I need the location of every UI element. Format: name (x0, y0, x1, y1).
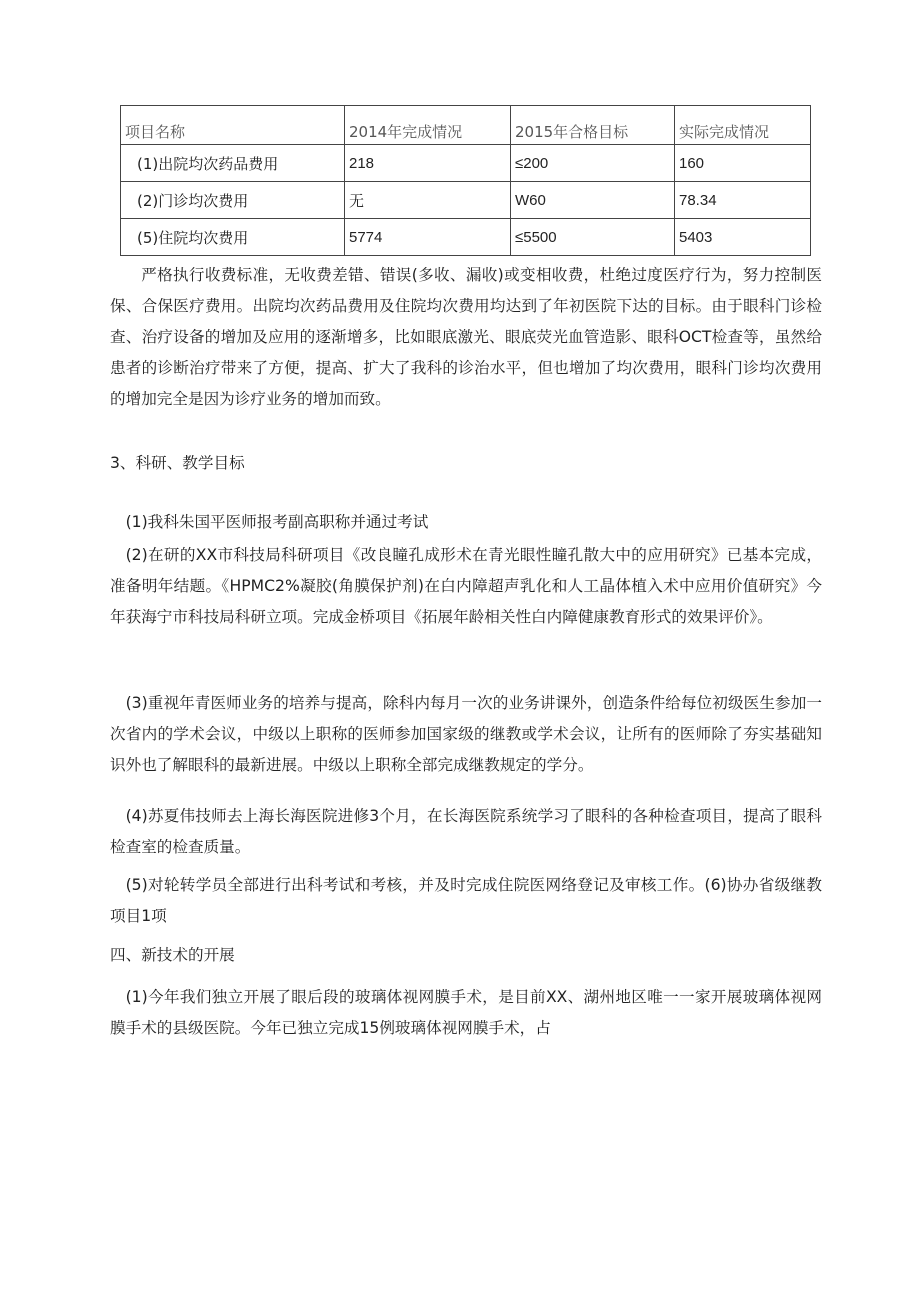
section-heading-new-tech: 四、新技术的开展 (110, 946, 235, 964)
table-cell: W60 (511, 182, 675, 219)
header-2014: 2014年完成情况 (345, 106, 511, 145)
table-cell: 5774 (345, 219, 511, 256)
table-cell: 5403 (675, 219, 811, 256)
table-cell: ≤5500 (511, 219, 675, 256)
paragraph-new-tech-1: (1)今年我们独立开展了眼后段的玻璃体视网膜手术，是目前XX、湖州地区唯一一家开展玻璃体视网膜手术的县级医院。今年已独立完成15例玻璃体视网膜手术，占 (110, 988, 822, 1037)
table-cell: ≤200 (511, 145, 675, 182)
paragraph-item-1: (1)我科朱国平医师报考副高职称并通过考试 (125, 513, 429, 531)
paragraph-billing: 严格执行收费标准，无收费差错、错误(多收、漏收)或变相收费，杜绝过度医疗行为，努力控制医保、合保医疗费用。出院均次药品费用及住院均次费用均达到了年初医院下达的目标。由于眼科门诊检查、治疗设备的增加及应用的逐渐增多，比如眼底激光、眼底荧光血管造影、眼科OCT检查等，虽然给患者的诊断治疗带来了方便，提高、扩大了我科的诊治水平，但也增加了均次费用，眼科门诊均次费用的增加完全是因为诊疗业务的增加而致。 (110, 266, 822, 408)
paragraph-item-4: (4)苏夏伟技师去上海长海医院进修3个月，在长海医院系统学习了眼科的各种检查项目，提高了眼科检查室的检查质量。 (110, 807, 822, 856)
table-cell: 78.34 (675, 182, 811, 219)
table-cell: (5)住院均次费用 (121, 219, 345, 256)
header-item-name: 项目名称 (121, 106, 345, 145)
table-header-row (121, 106, 811, 145)
table-row (121, 145, 811, 182)
table-row (121, 219, 811, 256)
paragraph-item-2: (2)在研的XX市科技局科研项目《改良瞳孔成形术在青光眼性瞳孔散大中的应用研究》已基本完成，准备明年结题。《HPMC2%凝胶(角膜保护剂)在白内障超声乳化和人工晶体植入术中应用价值研究》今年获海宁市科技局科研立项。完成金桥项目《拓展年龄相关性白内障健康教育形式的效果评价》。 (110, 546, 822, 626)
paragraph-item-5: (5)对轮转学员全部进行出科考试和考核，并及时完成住院医网络登记及审核工作。(6)协办省级继教项目1项 (110, 876, 822, 925)
table-cell: (2)门诊均次费用 (121, 182, 345, 219)
header-actual: 实际完成情况 (675, 106, 811, 145)
paragraph-item-3: (3)重视年青医师业务的培养与提高，除科内每月一次的业务讲课外，创造条件给每位初级医生参加一次省内的学术会议，中级以上职称的医师参加国家级的继教或学术会议，让所有的医师除了夯实基础知识外也了解眼科的最新进展。中级以上职称全部完成继教规定的学分。 (110, 694, 822, 774)
table-cell: 无 (345, 182, 511, 219)
table-cell: 218 (345, 145, 511, 182)
table-cell: (1)出院均次药品费用 (121, 145, 345, 182)
section-heading-research: 3、科研、教学目标 (110, 454, 245, 472)
cost-table (120, 105, 811, 256)
header-2015-target: 2015年合格目标 (511, 106, 675, 145)
table-row (121, 182, 811, 219)
table-cell: 160 (675, 145, 811, 182)
